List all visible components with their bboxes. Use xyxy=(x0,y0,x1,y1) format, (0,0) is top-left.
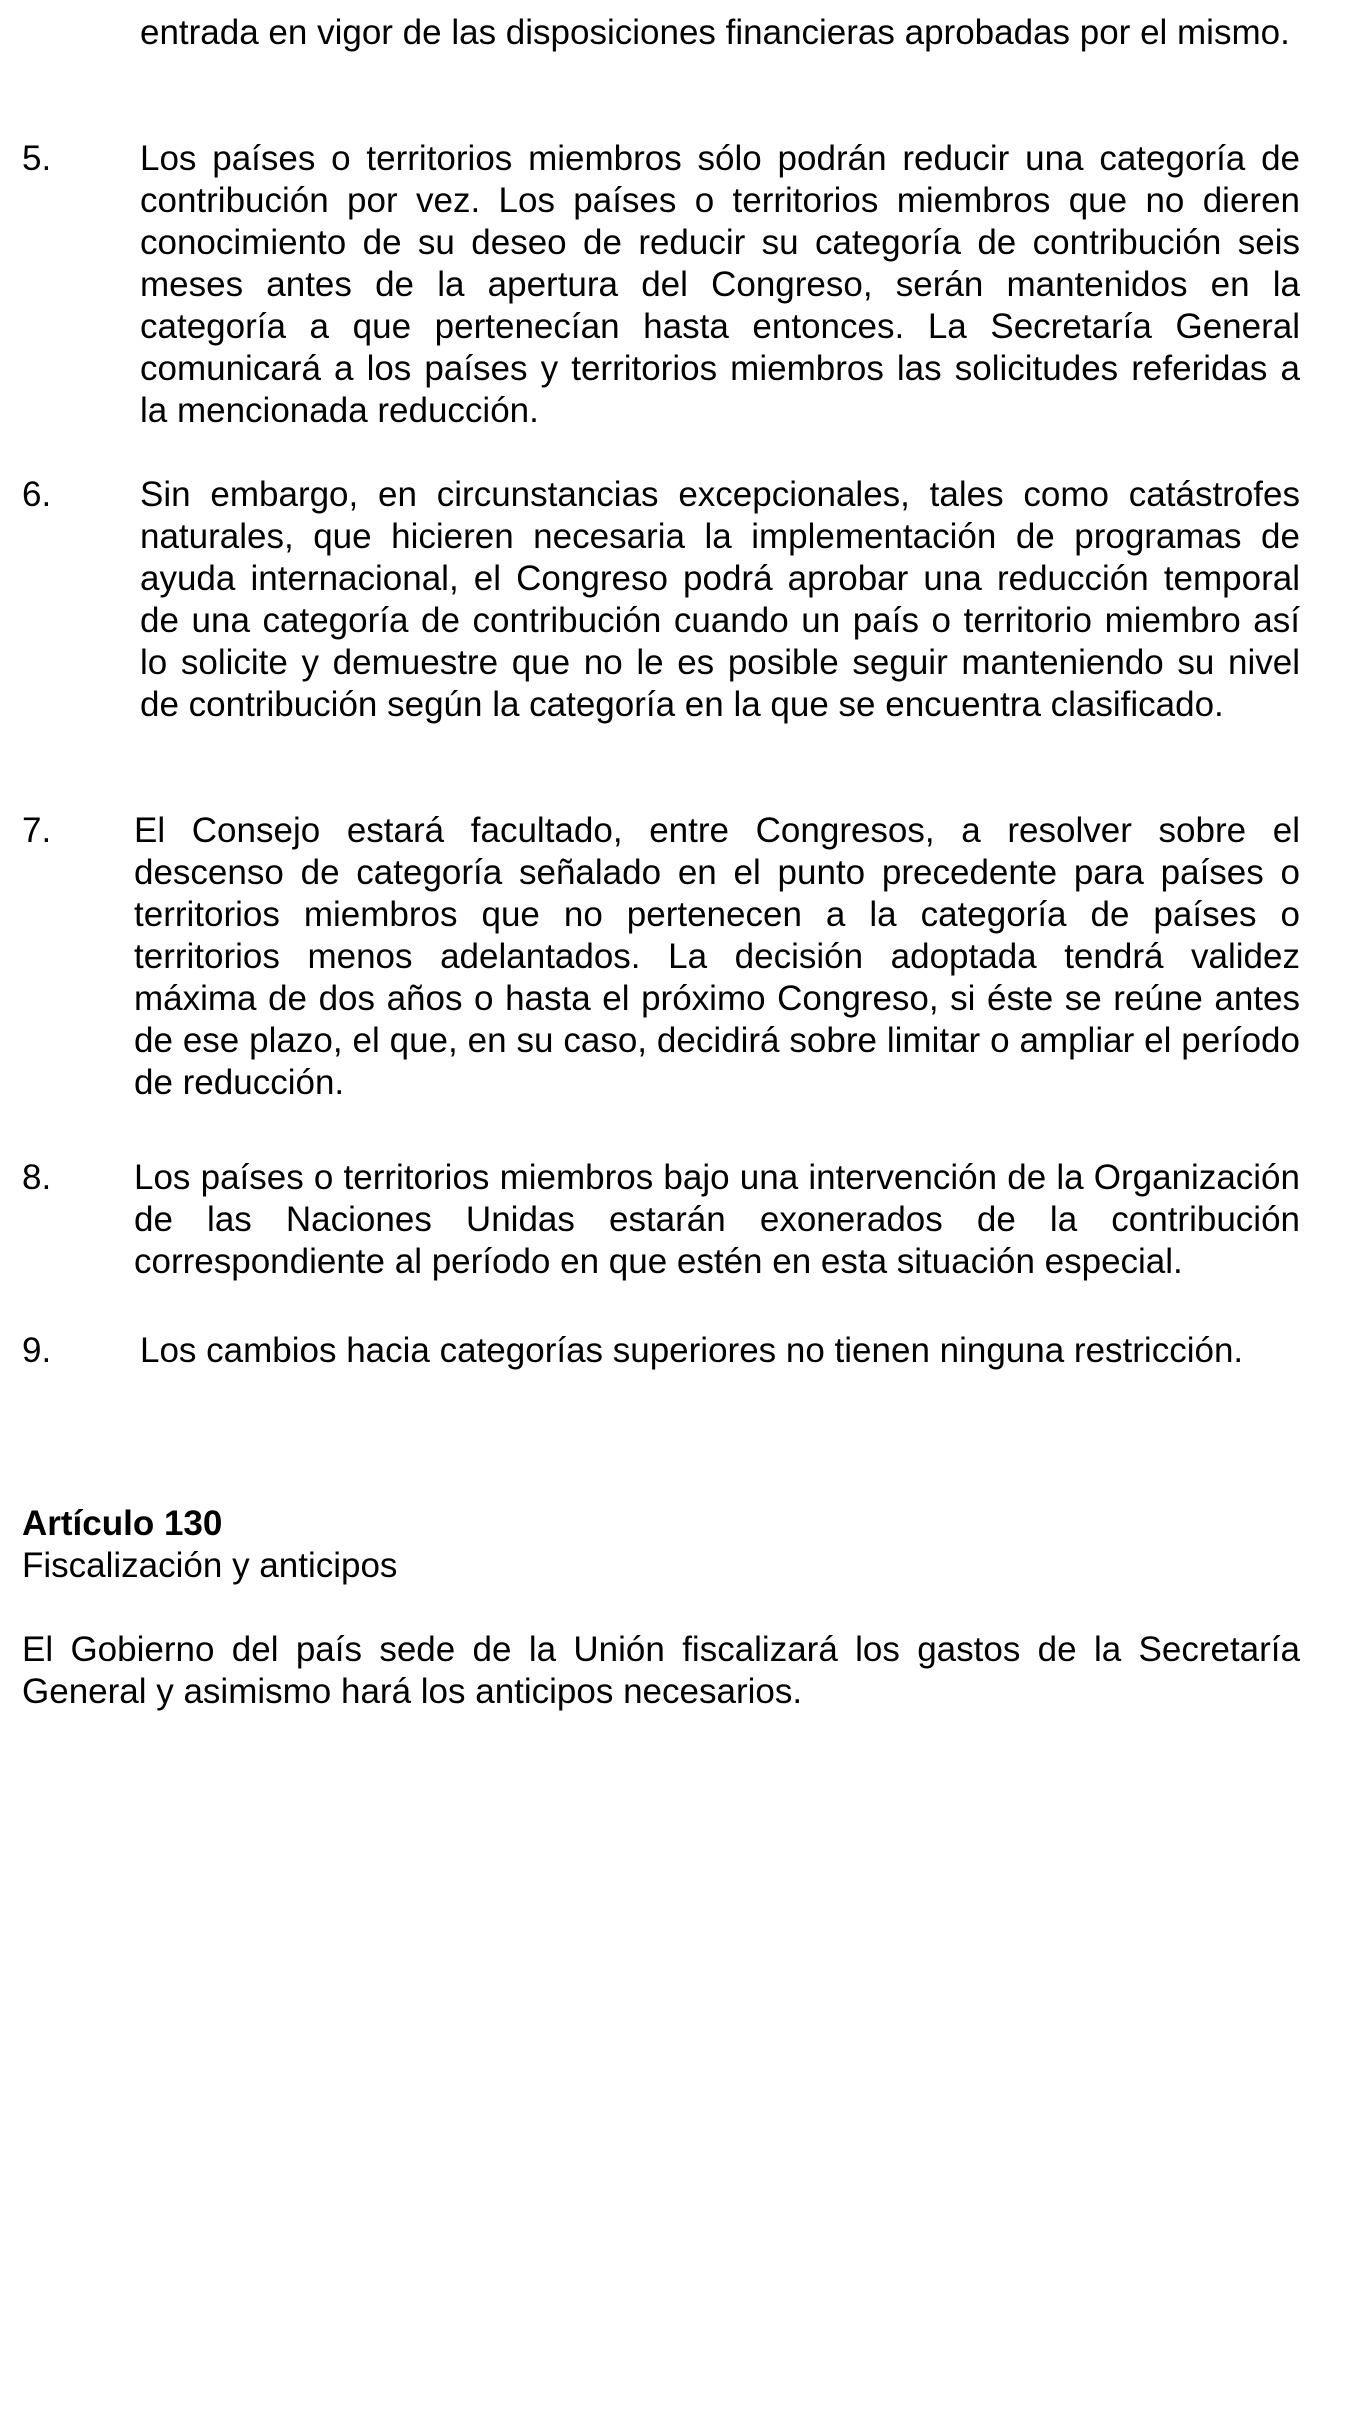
item-number: 5. xyxy=(22,139,52,178)
list-item-5 xyxy=(22,138,1300,432)
list-item-7 xyxy=(22,810,1300,1104)
continuation-paragraph: entrada en vigor de las disposiciones financieras aprobadas por el mismo. xyxy=(140,13,1290,52)
list-item-6 xyxy=(22,474,1300,726)
item-number: 7. xyxy=(22,811,52,850)
list-item-8 xyxy=(22,1157,1300,1283)
item-number: 9. xyxy=(22,1331,52,1370)
item-text: Los cambios hacia categorías superiores no tienen ninguna restricción. xyxy=(140,1331,1244,1370)
article-title: Artículo 130 xyxy=(22,1504,223,1543)
item-text: Los países o territorios miembros bajo una intervención de la Organización de las Naciones Unidas estarán exonerados de la contribución correspondiente al período en que estén en esta situación especial. xyxy=(134,1158,1300,1281)
list-item-9 xyxy=(22,1330,1300,1372)
article-subtitle: Fiscalización y anticipos xyxy=(22,1546,398,1585)
item-number: 6. xyxy=(22,475,52,514)
item-text: El Consejo estará facultado, entre Congresos, a resolver sobre el descenso de categoría señalado en el punto precedente para países o territorios miembros que no pertenecen a la categoría de países o territorios menos adelantados. La decisión adoptada tendrá validez máxima de dos años o hasta el próximo Congreso, si éste se reúne antes de ese plazo, el que, en su caso, decidirá sobre limitar o ampliar el período de reducción. xyxy=(134,811,1300,1102)
article-text: El Gobierno del país sede de la Unión fiscalizará los gastos de la Secretaría General y asimismo hará los anticipos necesarios. xyxy=(22,1630,1300,1711)
item-text: Los países o territorios miembros sólo podrán reducir una categoría de contribución por vez. Los países o territorios miembros que no dieren conocimiento de su deseo de reducir su categoría de contribución seis meses antes de la apertura del Congreso, serán mantenidos en la categoría a que pertenecían hasta entonces. La Secretaría General comunicará a los países y territorios miembros las solicitudes referidas a la mencionada reducción. xyxy=(140,139,1300,430)
item-text: Sin embargo, en circunstancias excepcionales, tales como catástrofes naturales, que hicieren necesaria la implementación de programas de ayuda internacional, el Congreso podrá aprobar una reducción temporal de una categoría de contribución cuando un país o territorio miembro así lo solicite y demuestre que no le es posible seguir manteniendo su nivel de contribución según la categoría en la que se encuentra clasificado. xyxy=(140,475,1300,724)
item-number: 8. xyxy=(22,1158,52,1197)
